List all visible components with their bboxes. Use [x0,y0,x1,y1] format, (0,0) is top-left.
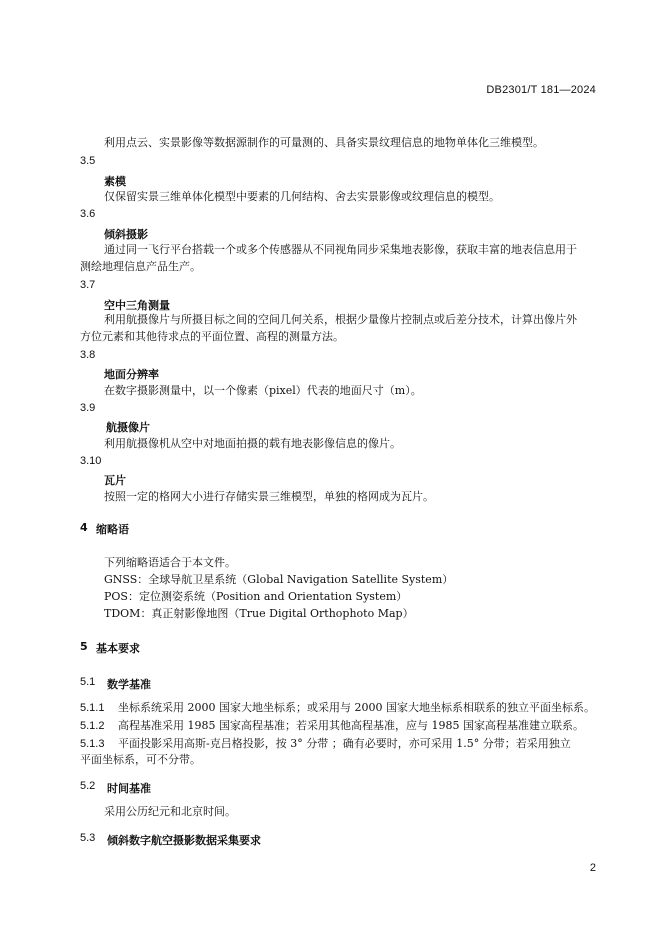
clause-text: 平面投影采用高斯-克吕格投影，按 3° 分带 ；确有必要时，亦可采用 1.5° 分带；若采用独立 [118,737,571,750]
paragraph-text: 下列缩略语适合于本文件。 [104,556,236,569]
term-title: 地面分辨率 [104,368,159,381]
clause-number: 5.2 [80,780,96,792]
term-title: 瓦片 [104,474,126,487]
paragraph-text: 采用公历纪元和北京时间。 [104,805,236,818]
definition-text: 测绘地理信息产品生产。 [80,260,201,273]
clause-number: 3.8 [80,349,96,361]
abbreviation-item: GNSS：全球导航卫星系统（Global Navigation Satellite System） [104,573,454,586]
clause-number: 3.5 [80,155,96,167]
definition-text: 方位元素和其他待求点的平面位置、高程的测量方法。 [80,330,344,343]
section-title: 缩略语 [96,523,129,536]
clause-number: 5.1 [80,676,96,688]
section-title: 基本要求 [96,642,140,655]
definition-text: 利用航摄像机从空中对地面拍摄的载有地表影像信息的像片。 [104,437,401,450]
term-title: 空中三角测量 [104,299,170,312]
subsection-title: 倾斜数字航空摄影数据采集要求 [107,834,261,847]
clause-number: 3.7 [80,279,96,291]
section-number: 4 [80,521,88,534]
clause-number: 5.1.3 [80,738,105,750]
clause-number: 3.9 [80,402,96,414]
abbreviation-item: TDOM：真正射影像地图（True Digital Orthophoto Map） [104,607,414,620]
clause-number: 3.10 [80,455,102,467]
definition-text: 在数字摄影测量中，以一个像素（pixel）代表的地面尺寸（m）。 [104,384,422,397]
clause-number: 3.6 [80,208,96,220]
clause-number: 5.3 [80,832,96,844]
page-number: 2 [589,862,596,874]
clause-text: 高程基准采用 1985 国家高程基准；若采用其他高程基准，应与 1985 国家高程基准建立联系。 [118,719,584,732]
term-title: 倾斜摄影 [104,228,148,241]
subsection-title: 时间基准 [107,782,151,795]
abbreviation-item: POS：定位测姿系统（Position and Orientation System） [104,590,408,603]
definition-text: 仅保留实景三维单体化模型中要素的几何结构、舍去实景影像或纹理信息的模型。 [104,190,500,203]
term-title: 航摄像片 [106,421,150,434]
definition-text: 利用航摄像片与所摄目标之间的空间几何关系，根据少量像片控制点或后差分技术，计算出像片外 [104,313,577,326]
definition-text: 利用点云、实景影像等数据源制作的可量测的、具备实景纹理信息的地物单体化三维模型。 [104,136,544,149]
clause-text: 坐标系统采用 2000 国家大地坐标系；或采用与 2000 国家大地坐标系相联系的独立平面坐标系。 [118,701,595,714]
section-number: 5 [80,640,88,653]
subsection-title: 数学基准 [107,678,151,691]
clause-text: 平面坐标系，可不分带。 [80,753,201,766]
clause-number: 5.1.2 [80,720,105,732]
clause-number: 5.1.1 [80,702,105,714]
term-title: 素模 [104,175,126,188]
document-code: DB2301/T 181—2024 [486,84,596,96]
definition-text: 通过同一飞行平台搭载一个或多个传感器从不同视角同步采集地表影像，获取丰富的地表信息用于 [104,243,577,256]
definition-text: 按照一定的格网大小进行存储实景三维模型，单独的格网成为瓦片。 [104,490,434,503]
